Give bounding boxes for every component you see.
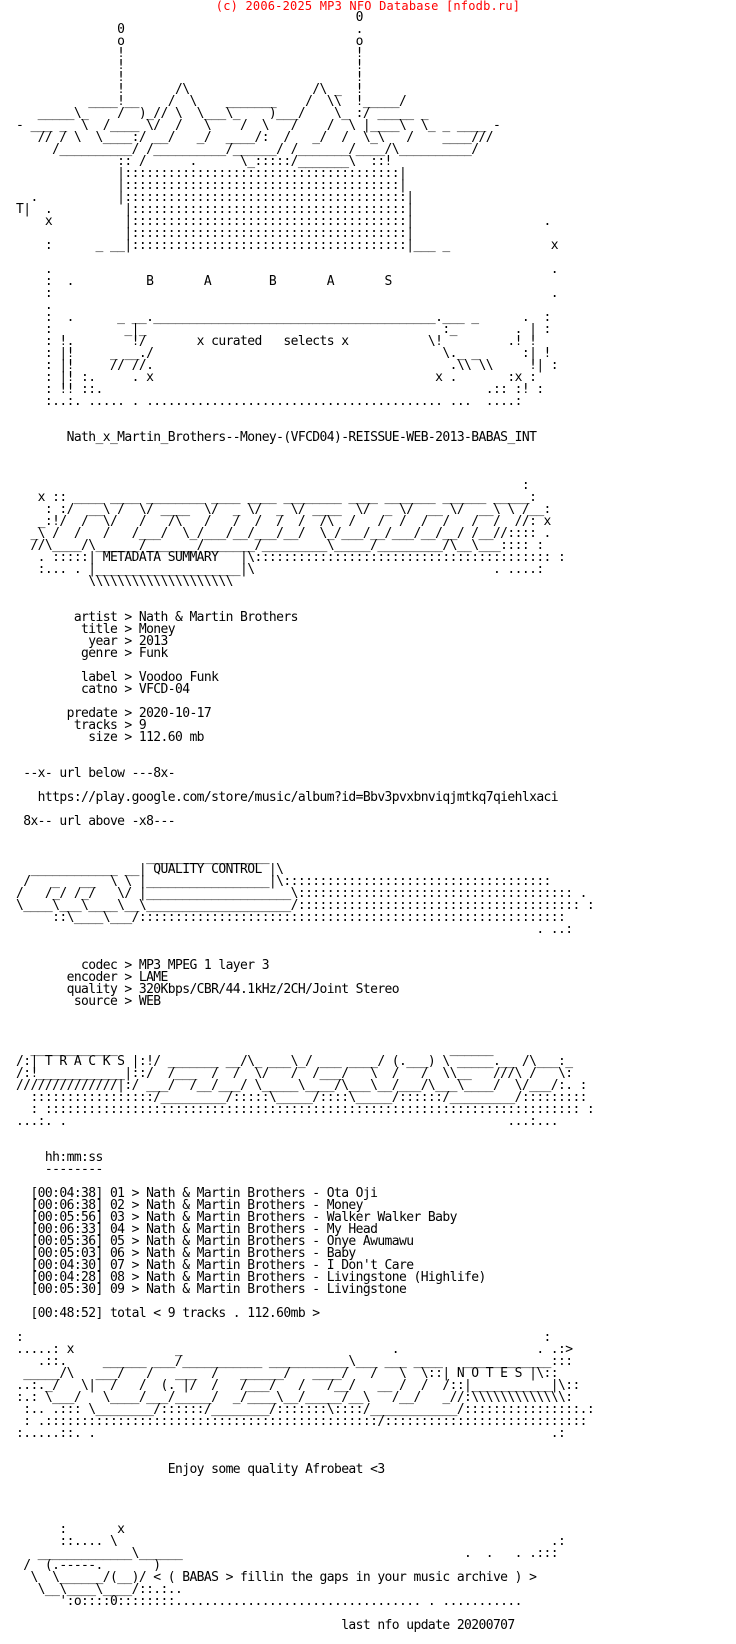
nfo-line: ____!__ / \ _______ / \\ !_____/	[16, 94, 407, 109]
nfo-line: \\\\\\\\\\\\\\\\\\\\	[16, 574, 233, 589]
nfo-line: - ___ _ \ /____ \/ / \ / \ / / \ |____\ \_ _ ____ -	[16, 118, 501, 133]
nfo-line: 8x-- url above -x8---	[16, 814, 175, 829]
nfo-line: x :: ____ ____ ________ ____ ____ ________ ____ _______ ______ _____:	[16, 490, 537, 505]
nfo-line: \ \______/(__)/ < ( BABAS > fillin the gaps in your music archive ) >	[16, 1570, 537, 1585]
nfo-line: : :	[16, 1330, 551, 1345]
nfo-line: : . _ __._______________________________________.___ _ . :	[16, 310, 551, 325]
nfo-line: source > WEB	[16, 994, 161, 1009]
nfo-line: last nfo update 20200707	[16, 1618, 515, 1633]
nfo-line: : _|_ :_ . | :	[16, 322, 551, 337]
nfo-line: . ..:	[16, 922, 573, 937]
nfo-line: . |:::::::::::::::::::::::::::::::::::::::|	[16, 190, 414, 205]
nfo-line: / /_/ /_/ \/ |____________________\:::::::::::::::::::::::::::::::::::::: .	[16, 886, 587, 901]
nfo-line: .::. ______ ___/___________ ___________\___ ___ ____ ____________:::	[16, 1354, 573, 1369]
nfo-line: ::.... \ .:	[16, 1534, 566, 1549]
nfo-line: ! !	[16, 70, 363, 85]
nfo-line: : .	[16, 286, 559, 301]
nfo-line: o o	[16, 34, 363, 49]
nfo-line: genre > Funk	[16, 646, 168, 661]
nfo-line: :.....::. . .:	[16, 1426, 566, 1441]
nfo-line: : :/ __\ / \/ ____ \/ _ \/ _ \/ ____ \/ _ \/ __ \/ __\ \ /__:	[16, 502, 551, 517]
nfo-line: quality > 320Kbps/CBR/44.1kHz/2CH/Joint Stereo	[16, 982, 400, 997]
nfo-line: [00:05:30] 09 > Nath & Martin Brothers - Livingstone	[16, 1282, 407, 1297]
nfo-line: ____________ ______	[16, 1042, 493, 1057]
nfo-line: codec > MP3 MPEG 1 layer 3	[16, 958, 269, 973]
nfo-line: [00:06:33] 04 > Nath & Martin Brothers - My Head	[16, 1222, 378, 1237]
nfo-line: /__________/ /__________/______/ /_______/____/\__________/	[16, 142, 479, 157]
nfo-line: Nath_x_Martin_Brothers--Money-(VFCD04)-REISSUE-WEB-2013-BABAS_INT	[16, 430, 537, 445]
nfo-line: : . B A B A S	[16, 274, 392, 289]
nfo-line: ..:._/ \| / / (. |/ / /___/ / /__/ __ / / /::|___________|\::	[16, 1378, 580, 1393]
nfo-line: . :::::| METADATA SUMMARY |\::::::::::::::::::::::::::::::::::::::::: :	[16, 550, 566, 565]
nfo-line: :.: \___/ \____/___/_____/ _/____\__/_____/__\ /__/ _//:\\\\\\\\\\\\\:	[16, 1390, 573, 1405]
nfo-line: _\ / / / /___/ \_/___/__/___/__/ \_/___/__/___/__/__/ /__//:::: .	[16, 526, 551, 541]
nfo-line: catno > VFCD-04	[16, 682, 190, 697]
nfo-line: x |::::::::::::::::::::::::::::::::::::::| .	[16, 214, 551, 229]
nfo-line: label > Voodoo Funk	[16, 670, 219, 685]
nfo-line: .	[16, 298, 53, 313]
nfo-line: [00:04:28] 08 > Nath & Martin Brothers - Livingstone (Highlife)	[16, 1270, 486, 1285]
nfo-line: ! !	[16, 46, 363, 61]
nfo-line: ! !	[16, 58, 363, 73]
nfo-line: [00:04:30] 07 > Nath & Martin Brothers - I Don't Care	[16, 1258, 414, 1273]
nfo-line: ::\____\___/:::::::::::::::::::::::::::::::::::::::::::::::::::::::::::	[16, 910, 566, 925]
nfo-line: --x- url below ---8x-	[16, 766, 175, 781]
nfo-line: encoder > LAME	[16, 970, 168, 985]
nfo-line: : :::::::::::::::::::::::::::::::::::::::::::::::::::::::::::::::::::::::::: :	[16, 1102, 595, 1117]
nfo-line: |::::::::::::::::::::::::::::::::::::::|	[16, 178, 407, 193]
nfo-line: [00:06:38] 02 > Nath & Martin Brothers - Money	[16, 1198, 363, 1213]
nfo-line: :..:. ..... . ......................................... ... ....:	[16, 394, 522, 409]
nfo-line: ____________ __| QUALITY CONTROL |\	[16, 862, 284, 877]
nfo-line: :... . |____________________|\ . ....:	[16, 562, 544, 577]
nfo-line: _:!/ / \/ / /\ / / / / / /\ / / / / / / / //: x	[16, 514, 551, 529]
nfo-line: // / \ \____:/ __/ _/ ____/: / _/ / \_\ / ____///	[16, 130, 493, 145]
nfo-line: /:| T R A C K S |:!/ _______ __/\_ ___\_/ ___ ____/ (.___) \ _____.__ /\___:_	[16, 1054, 573, 1069]
nfo-ascii-document	[16, 12, 594, 1632]
nfo-line: : !. !/ x curated selects x \! .! !	[16, 334, 537, 349]
nfo-line: artist > Nath & Martin Brothers	[16, 610, 298, 625]
nfo-line: Enjoy some quality Afrobeat <3	[16, 1462, 385, 1477]
nfo-line: //\____/\______/_______/_______/_________\_____/_________/\__\___:::: :	[16, 538, 544, 553]
nfo-line: ...:. . ...:...	[16, 1114, 559, 1129]
nfo-line: ! /\ /\ _ !	[16, 82, 363, 97]
nfo-line: T| . |::::::::::::::::::::::::::::::::::::::|	[16, 202, 414, 217]
nfo-line: :::::::::::::::::/_________/:::::\_____/::::\_____/::::::/_________/:::::::::	[16, 1090, 587, 1105]
nfo-line: /:!____________|::/ /___ / / \/ / /___/ \ / / \\__ ///\ / \:	[16, 1066, 573, 1081]
nfo-line: .....: x _ . . .:>	[16, 1342, 573, 1357]
nfo-line: \____\___\____\__\____________________/::::::::::::::::::::::::::::::::::::::: :	[16, 898, 595, 913]
nfo-line: : |! // //. .\\ \\ !| :	[16, 358, 559, 373]
nfo-line: hh:mm:ss	[16, 1150, 103, 1165]
nfo-line: _____\_ / )_// \ \___\_ )___/ \_ :/ _____ _	[16, 106, 428, 121]
nfo-line: [00:05:03] 06 > Nath & Martin Brothers - Baby	[16, 1246, 356, 1261]
nfo-line: : .::::::::::::::::::::::::::::::::::::::::::::::/::::::::::::::::::::::::::::	[16, 1414, 587, 1429]
nfo-line: size > 112.60 mb	[16, 730, 204, 745]
nfo-line: :.. .::: \________/::::::/________/:::::::\::::/____________/::::::::::::::::.:	[16, 1402, 595, 1417]
nfo-line: : |! :. . x x . :x :	[16, 370, 537, 385]
nfo-line: \__\____\____/::.:..	[16, 1582, 183, 1597]
nfo-line: tracks > 9	[16, 718, 147, 733]
nfo-line: / _ __ \ \ |_________________|\:::::::::::::::::::::::::::::::::::::	[16, 874, 551, 889]
nfo-line: 0 .	[16, 22, 363, 37]
nfo-line: |::::::::::::::::::::::::::::::::::::::|	[16, 166, 407, 181]
nfo-line: [00:04:38] 01 > Nath & Martin Brothers - Ota Oji	[16, 1186, 378, 1201]
nfo-line: _____________\______ . . . .:::	[16, 1546, 559, 1561]
nfo-line: year > 2013	[16, 634, 168, 649]
nfo-line: [00:48:52] total < 9 tracks . 112.60mb >	[16, 1306, 320, 1321]
nfo-line: / (.-----. )	[16, 1558, 161, 1573]
nfo-line: ':o::::0::::::::.................................. . ...........	[16, 1594, 522, 1609]
nfo-line: : x	[16, 1522, 125, 1537]
nfo-line: predate > 2020-10-17	[16, 706, 212, 721]
nfo-line: https://play.google.com/store/music/album?id=Bbv3pvxbnviqjmtkq7qiehlxaci	[16, 790, 559, 805]
nfo-line: :	[16, 478, 530, 493]
nfo-line: :: / . \_:::::/_______\ ::!	[16, 154, 392, 169]
nfo-line: _____/\ ___/ / ___ / ______/ ____/ / \ \::| N O T E S |\::	[16, 1366, 559, 1381]
site-header-link[interactable]: (c) 2006-2025 MP3 NFO Database [nfodb.ru]	[215, 0, 521, 13]
nfo-line: : _ __|::::::::::::::::::::::::::::::::::::::|___ _ x	[16, 238, 559, 253]
nfo-line: title > Money	[16, 622, 175, 637]
nfo-line: 0	[16, 10, 363, 25]
nfo-line: : |! _ __./ \._ _ :| !	[16, 346, 551, 361]
nfo-line: --------	[16, 1162, 103, 1177]
nfo-line: //////////////|:/ ___/ /__/___/ \_____\____/\___\__/___/\___\____/ \/___/:. :	[16, 1078, 587, 1093]
nfo-line: . .	[16, 262, 559, 277]
nfo-line: _________________	[16, 850, 269, 865]
nfo-line: [00:05:56] 03 > Nath & Martin Brothers - Walker Walker Baby	[16, 1210, 457, 1225]
nfo-line: [00:05:36] 05 > Nath & Martin Brothers - Onye Awumawu	[16, 1234, 414, 1249]
nfo-line: |::::::::::::::::::::::::::::::::::::::|	[16, 226, 414, 241]
nfo-line: : !! ::. .:: :! :	[16, 382, 544, 397]
